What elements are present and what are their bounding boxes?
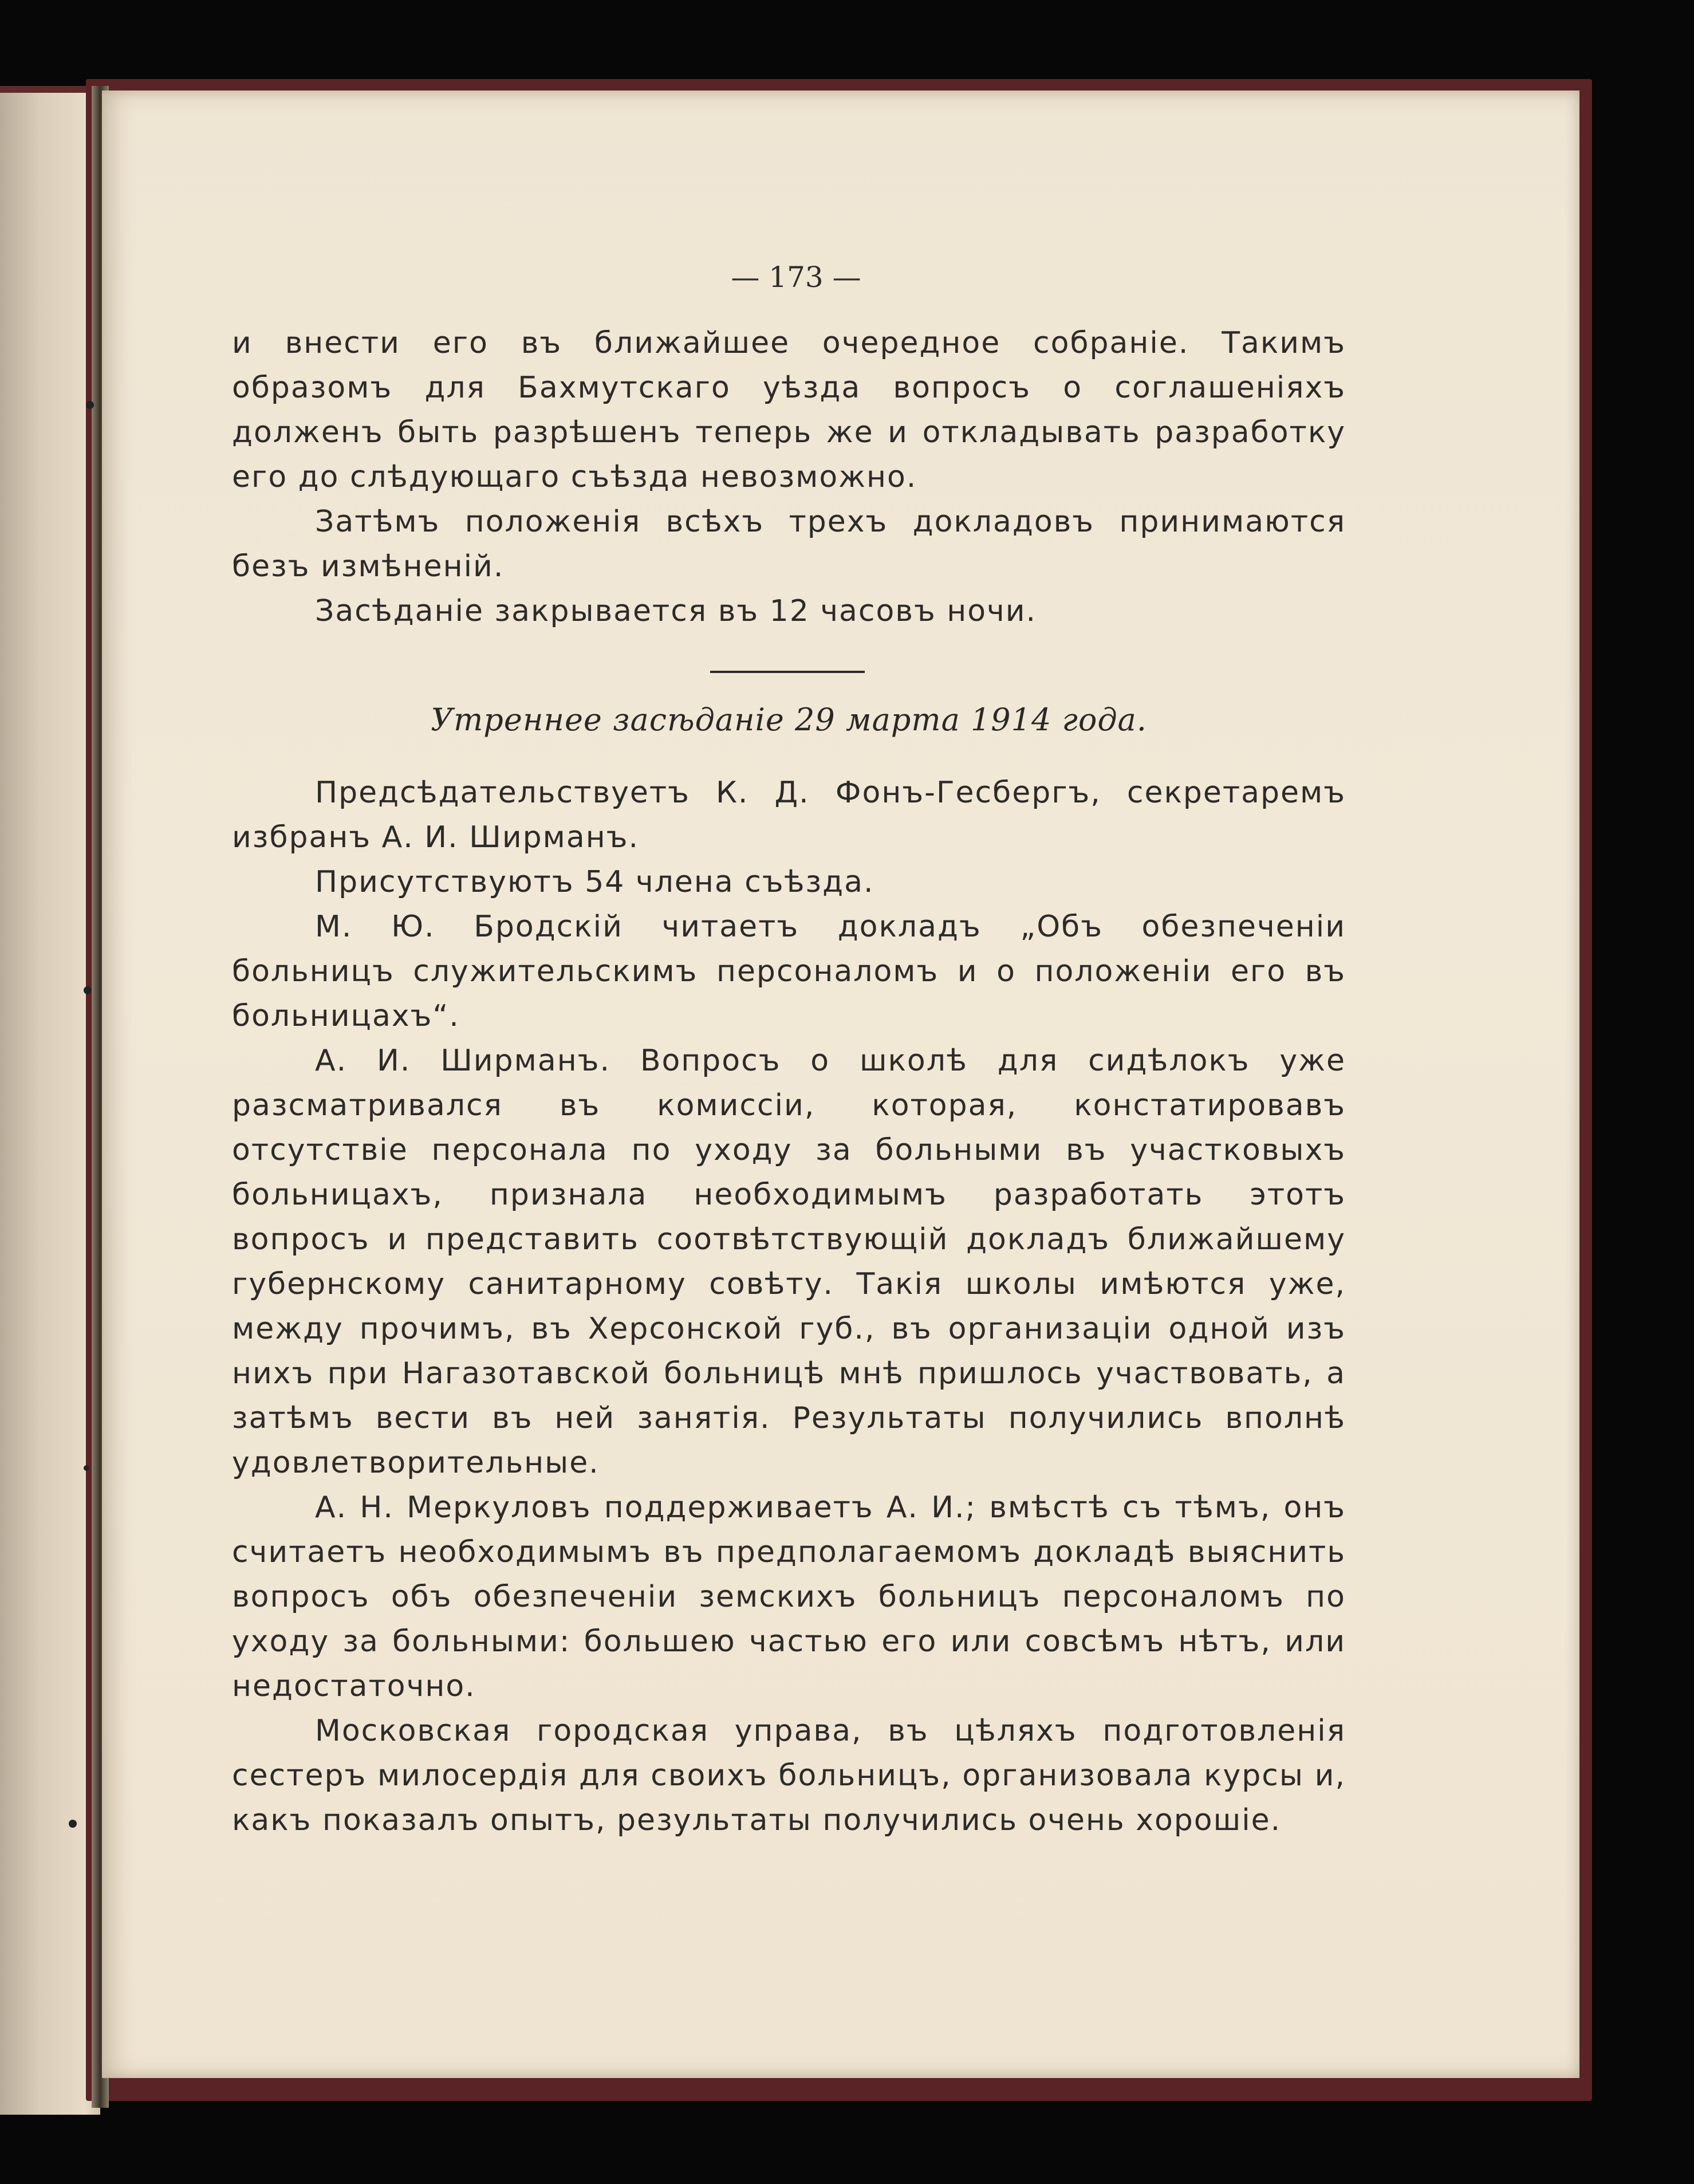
paragraph: Московская городская управа, въ цѣляхъ подготовленія сестеръ милосердія для своихъ больницъ, организовала курсы и, какъ показалъ опытъ, результаты получились очень хорошіе.	[232, 1714, 1346, 1837]
paragraph: и внести его въ ближайшее очередное собраніе. Такимъ образомъ для Бахмутскаго уѣзда вопросъ о соглашеніяхъ долженъ быть разрѣшенъ теперь же и откладывать разработку его до слѣдующаго съѣзда невозможно.	[232, 326, 1346, 494]
paragraph: М. Ю. Бродскій читаетъ докладъ „Объ обезпеченіи больницъ служительскимъ персоналомъ и о положеніи его въ больницахъ“.	[232, 910, 1346, 1033]
paragraph: Присутствуютъ 54 члена съѣзда.	[315, 865, 874, 899]
paragraph: А. И. Ширманъ. Вопросъ о школѣ для сидѣлокъ уже разсматривался въ комиссіи, которая, констатировавъ отсутствіе персонала по уходу за больными въ участковыхъ больницахъ, признала необходимымъ разработать этотъ вопросъ и представить соотвѣтствующій докладъ ближайшему губернскому санитарному совѣту. Такія школы имѣются уже, между прочимъ, въ Херсонской губ., въ организаціи одной изъ нихъ при Нагазотавской больницѣ мнѣ пришлось участвовать, а затѣмъ вести въ ней занятія. Результаты получились вполнѣ удовлетворительные.	[232, 1044, 1346, 1480]
paragraph: Засѣданіе закрывается въ 12 часовъ ночи.	[315, 594, 1037, 628]
left-page-edge	[0, 86, 100, 2115]
binding-dot	[86, 401, 94, 409]
paragraph: Затѣмъ положенія всѣхъ трехъ докладовъ принимаются безъ измѣненій.	[232, 505, 1346, 584]
binding-dot	[84, 1465, 89, 1471]
page-number: — 173 —	[731, 261, 861, 294]
paragraph: Предсѣдательствуетъ К. Д. Фонъ-Гесбергъ, секретаремъ избранъ А. И. Ширманъ.	[232, 776, 1346, 855]
paragraph: А. Н. Меркуловъ поддерживаетъ А. И.; вмѣстѣ съ тѣмъ, онъ считаетъ необходимымъ въ предполагаемомъ докладѣ выяснить вопросъ объ обезпеченіи земскихъ больницъ персоналомъ по уходу за больными: большею частью его или совсѣмъ нѣтъ, или недостаточно.	[232, 1490, 1346, 1703]
text-block-top	[232, 321, 1346, 633]
section-title: Утреннее засѣданіе 29 марта 1914 года.	[431, 702, 1147, 738]
binding-dot	[69, 1820, 77, 1828]
section-divider	[710, 671, 865, 673]
binding-dot	[84, 986, 92, 994]
text-block-bottom	[232, 770, 1346, 1843]
